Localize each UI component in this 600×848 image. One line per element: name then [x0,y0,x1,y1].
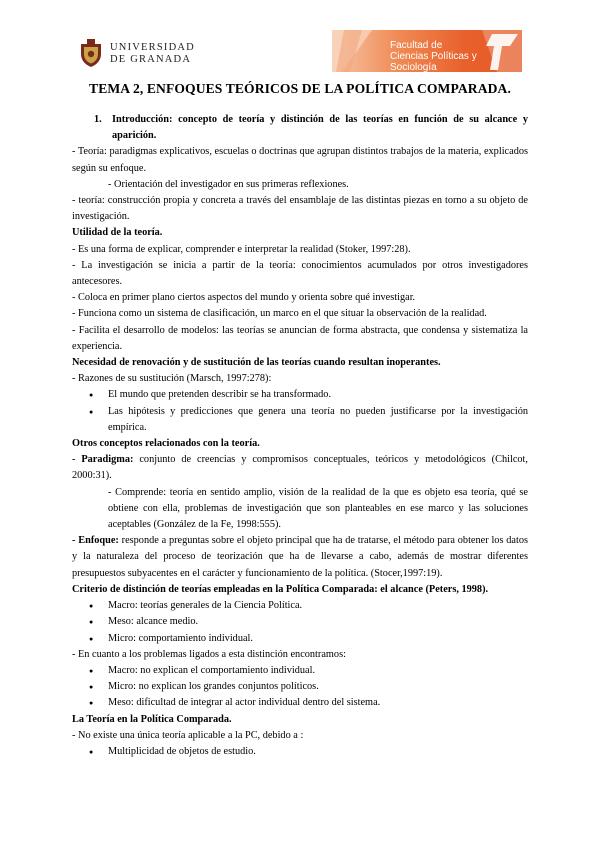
utilidad-item: - Funciona como un sistema de clasificación, un marco en el que situar la observación de la realidad. [72,308,487,320]
heading-utilidad: Utilidad de la teoría. [72,227,163,239]
bullet-item: ● Macro: no explican el comportamiento individual. [72,663,528,679]
heading-otros-conceptos: Otros conceptos relacionados con la teoría. [72,438,260,450]
paradigma-label: - Paradigma: [72,454,134,466]
utilidad-item: - Facilita el desarrollo de modelos: las teorías se anuncian de forma abstracta, que condensa y sistematiza la experiencia. [72,324,528,352]
section-heading-text: Introducción: concepto de teoría y distinción de las teorías en función de su alcance y aparición. [112,114,528,142]
university-name-line1: UNIVERSIDAD [110,42,195,53]
bullet-item: ● Macro: teorías generales de la Ciencia Política. [72,598,528,614]
bullet-item: ● Multiplicidad de objetos de estudio. [72,744,528,760]
university-name-line2: DE GRANADA [110,54,192,65]
faculty-name-line1: Facultad de [390,40,443,51]
criterio-intro2: - En cuanto a los problemas ligados a esta distinción encontramos: [72,648,346,660]
paradigma-text: conjunto de creencias y compromisos conceptuales, teóricos y metodológicos (Chilcot, 2000:31). [72,454,528,482]
paragraph-teoria-construccion: - teoría: construcción propia y concreta a través del ensamblaje de las distintas piezas en torno a su objeto de investigación. [72,195,528,223]
bullet-item: ● Micro: comportamiento individual. [72,631,528,647]
bullet-item: ● Micro: no explican los grandes conjuntos políticos. [72,679,528,695]
faculty-name-line2: Ciencias Políticas y Sociología [390,51,477,72]
utilidad-item: - Coloca en primer plano ciertos aspectos del mundo y orienta sobre qué investigar. [72,292,416,304]
document-title: TEMA 2, ENFOQUES TEÓRICOS DE LA POLÍTICA COMPARADA. [89,81,511,96]
paragraph-comprende: - Comprende: teoría en sentido amplio, visión de la realidad de la que es objeto esa teoría, qué se obtiene con ella, problemas de investigación que son planteables en ese marco y las soluciones aceptables (González de la Fe, 1998:555). [108,486,528,531]
utilidad-item: - La investigación se inicia a partir de la teoría: conocimientos acumulados por otros investigadores antecesores. [72,259,528,288]
page-header [0,0,600,80]
paragraph-teoria: - Teoría: paradigmas explicativos, escuelas o doctrinas que agrupan distintos trabajos de la materia, explicados según su enfoque. [72,146,528,174]
bullet-item: ● Las hipótesis y predicciones que genera una teoría no pueden justificarse por la investigación empírica. [72,404,528,436]
bullet-item: ● Meso: alcance medio. [72,614,528,630]
bullet-item: ● El mundo que pretenden describir se ha transformado. [72,387,528,403]
necesidad-intro: - Razones de su sustitución (Marsch, 1997:278): [72,373,272,385]
heading-criterio: Criterio de distinción de teorías empleadas en la Política Comparada: el alcance (Peters, 1998). [72,583,489,595]
paragraph-orientacion: - Orientación del investigador en sus primeras reflexiones. [108,178,349,190]
section-heading-introduccion [72,112,528,144]
document-body [72,112,528,760]
enfoque-label: - Enfoque: [72,535,119,547]
utilidad-item: - Es una forma de explicar, comprender e interpretar la realidad (Stoker, 1997:28). [72,243,411,255]
university-logo [78,38,248,68]
heading-teoria-pc: La Teoría en la Política Comparada. [72,713,232,725]
crest-icon [78,38,104,68]
paragraph-paradigma [72,452,528,484]
faculty-banner [332,30,522,72]
pc-intro: - No existe una única teoría aplicable a la PC, debido a : [72,729,304,741]
bullet-item: ● Meso: dificultad de integrar al actor individual dentro del sistema. [72,695,528,711]
enfoque-text: responde a preguntas sobre el objeto principal que ha de tratarse, el método para obtener los datos y la naturaleza del proceso de teorización que ha de llevarse a cabo, además de mostrar diferentes presupuestos subyacentes en el carácter y funcionamiento de la política. (Stocer,1997:19). [72,535,528,579]
heading-necesidad: Necesidad de renovación y de sustitución de las teorías cuando resultan inoperantes. [72,357,441,369]
paragraph-enfoque [72,533,528,582]
section-number: 1. [94,114,102,125]
